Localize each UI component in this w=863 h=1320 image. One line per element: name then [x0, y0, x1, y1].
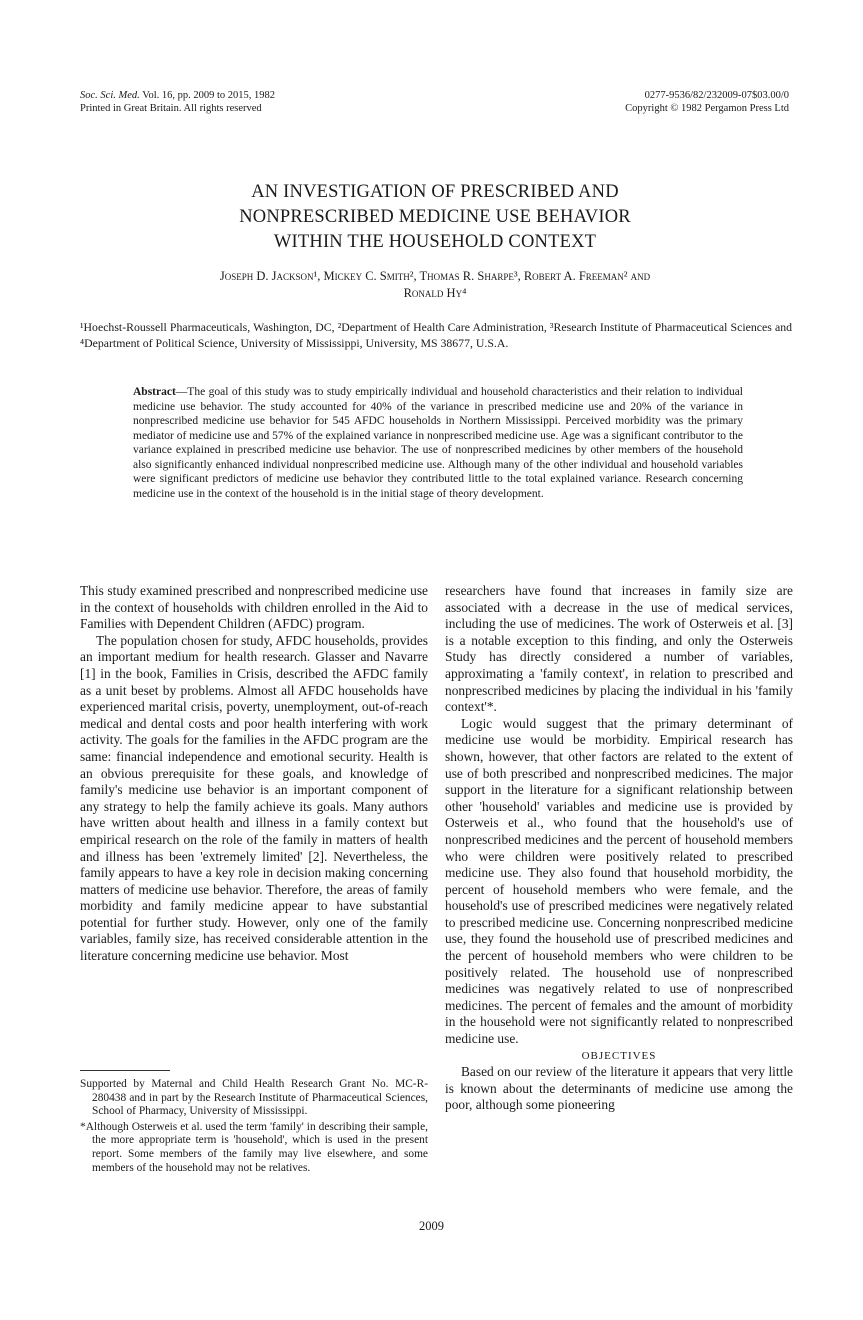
body-paragraph: researchers have found that increases in family size are associated with a decrease in the use of medical services, including the use of medicines. The work of Osterweis et al. [3] is a notable exception to this finding, and only the Osterweis Study has directly considered a number of variables, approximating a 'family context', in relation to prescribed and nonprescribed medicines by placing the individual in his 'family context'*. — [445, 583, 793, 715]
issn-code: 0277-9536/82/232009-07$03.00/0 — [644, 90, 789, 101]
abstract — [133, 385, 743, 501]
title-line: WITHIN THE HOUSEHOLD CONTEXT — [273, 232, 597, 252]
journal-name: Soc. Sci. Med. — [80, 90, 140, 101]
copyright-notice: Copyright © 1982 Pergamon Press Ltd — [625, 103, 789, 114]
body-paragraph: Logic would suggest that the primary determinant of medicine use would be morbidity. Empirical research has shown, however, that other factors are related to the extent of use of both prescribed and nonprescribed medicines. The major support in the literature for a significant relationship between other 'household' variables and medicine use is provided by Osterweis et al., who found that the household's use of nonprescribed medicines and the percent of household members who were children were positively related to prescribed medicine use. They also found that household morbidity, the percent of household members who were female, and the household's use of prescribed medicines were negatively related to prescribed medicine use. Concerning nonprescribed medicine use, they found the household use of prescribed medicines and the percent of household members who were children to be positively related. The household use of nonprescribed medicines was negatively related to use of nonprescribed medicines. The percent of females and the amount of morbidity in the household were not significantly related to nonprescribed medicine use. — [445, 715, 793, 1047]
abstract-label: Abstract — [133, 386, 176, 398]
abstract-text: —The goal of this study was to study empirically individual and household characteristics and their relation to individual medicine use behavior. The study accounted for 40% of the variance in prescribed medicine use and 20% of the variance in nonprescribed medicine use behavior for 545 AFDC households in Northern Mississippi. Perceived morbidity was the primary mediator of medicine use and 57% of the explained variance in nonprescribed medicine use. Age was a significant contributor to the variance explained in prescribed medicine use behavior. The use of nonprescribed medicines by other members of the household also significantly enhanced individual nonprescribed medicine use. Although many of the other individual and household variables were significant predictors of medicine use behavior they contributed little to the total explained variance. Research concerning medicine use in the context of the household is in the initial stage of theory development. — [133, 386, 743, 500]
author-line: Ronald Hy⁴ — [403, 286, 467, 300]
volume-pages: Vol. 16, pp. 2009 to 2015, 1982 — [142, 90, 276, 101]
footnote: Supported by Maternal and Child Health Research Grant No. MC-R-280438 and in part by the Research Institute of Pharmaceutical Sciences, School of Pharmacy, University of Mississippi. — [80, 1078, 428, 1118]
affiliations: ¹Hoechst-Roussell Pharmaceuticals, Washington, DC, ²Department of Health Care Administration, ³Research Institute of Pharmaceutical Sciences and ⁴Department of Political Science, University of Mississippi, University, MS 38677, U.S.A. — [80, 320, 792, 350]
page-number: 2009 — [419, 1219, 444, 1233]
title-line: NONPRESCRIBED MEDICINE USE BEHAVIOR — [239, 207, 631, 227]
section-heading: OBJECTIVES — [581, 1049, 657, 1062]
article-title — [140, 180, 730, 255]
footnotes — [80, 1078, 428, 1177]
title-line: AN INVESTIGATION OF PRESCRIBED AND — [251, 182, 619, 202]
body-paragraph: This study examined prescribed and nonprescribed medicine use in the context of households with children enrolled in the Aid to Families with Dependent Children (AFDC) program. — [80, 583, 428, 632]
footnote-divider — [80, 1070, 170, 1071]
body-paragraph: Based on our review of the literature it appears that very little is known about the determinants of medicine use among the poor, although some pioneering — [445, 1064, 793, 1113]
author-list — [110, 268, 760, 302]
copyright-block — [625, 89, 789, 115]
body-column-left — [80, 583, 428, 965]
body-paragraph: The population chosen for study, AFDC households, provides an important medium for health research. Glasser and Navarre [1] in the book, Families in Crisis, described the AFDC family as a unit beset by problems. Almost all AFDC households have experienced marital crisis, poverty, unemployment, out-of-reach medical and dental costs and poor health interfering with work activity. The goals for the families in the AFDC program are the same: financial independence and emotional security. Health is an obvious prerequisite for these goals, and knowledge of family's medicine use behavior is an important component of any strategy to help the family achieve its goals. Many authors have written about health and illness in a family context but empirical research on the role of the family in matters of health and illness has been 'extremely limited' [2]. Nevertheless, the family appears to have a key role in decision making concerning matters of medicine use behavior. Therefore, the areas of family morbidity and family medicine appear to have substantial potential for further study. However, only one of the family variables, family size, has received considerable attention in the literature concerning medicine use behavior. Most — [80, 632, 428, 964]
journal-citation — [80, 89, 275, 115]
author-line: Joseph D. Jackson¹, Mickey C. Smith², Thomas R. Sharpe³, Robert A. Freeman² and — [219, 269, 651, 283]
body-column-right — [445, 583, 793, 1114]
printed-notice: Printed in Great Britain. All rights reserved — [80, 103, 262, 114]
footnote: *Although Osterweis et al. used the term 'family' in describing their sample, the more appropriate term is 'household', which is used in the present report. Some members of the family may live elsewhere, and some members of the household may not be relatives. — [80, 1120, 428, 1174]
